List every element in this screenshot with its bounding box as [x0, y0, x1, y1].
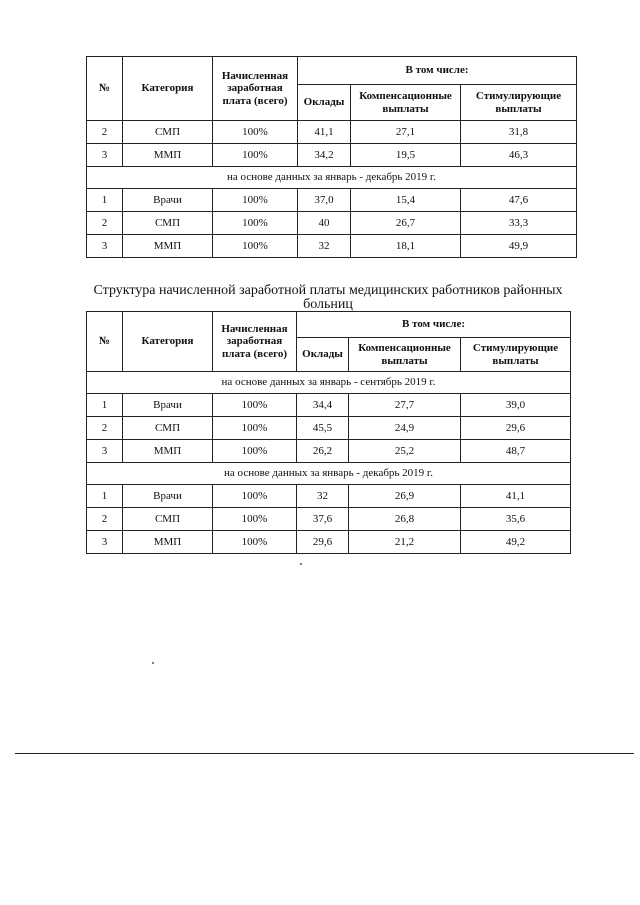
row-salary: 37,0 — [298, 189, 351, 212]
table2-rows-top — [87, 394, 571, 463]
row-total: 100% — [213, 394, 297, 417]
row-salary: 34,4 — [297, 394, 349, 417]
row-category: СМП — [123, 212, 213, 235]
row-category: ММП — [123, 144, 213, 167]
row-total: 100% — [213, 440, 297, 463]
header-salary: Оклады — [297, 338, 349, 372]
section-label: на основе данных за январь - декабрь 2019 г. — [87, 463, 571, 485]
row-stimulating: 39,0 — [461, 394, 571, 417]
table-row — [87, 485, 571, 508]
row-salary: 29,6 — [297, 531, 349, 554]
row-number: 3 — [87, 144, 123, 167]
row-stimulating: 47,6 — [461, 189, 577, 212]
table-row — [87, 440, 571, 463]
row-category: СМП — [123, 417, 213, 440]
row-stimulating: 35,6 — [461, 508, 571, 531]
table-row — [87, 531, 571, 554]
row-total: 100% — [213, 235, 298, 258]
row-number: 1 — [87, 485, 123, 508]
table-salary-structure-1 — [86, 56, 577, 258]
row-total: 100% — [213, 508, 297, 531]
section-label: на основе данных за январь - сентябрь 2019 г. — [87, 372, 571, 394]
row-total: 100% — [213, 531, 297, 554]
row-compensation: 27,1 — [351, 121, 461, 144]
row-compensation: 24,9 — [349, 417, 461, 440]
header-total: Начисленная заработная плата (всего) — [213, 312, 297, 372]
header-including: В том числе: — [297, 312, 571, 338]
row-category: Врачи — [123, 189, 213, 212]
row-number: 2 — [87, 212, 123, 235]
row-number: 1 — [87, 189, 123, 212]
table-row — [87, 121, 577, 144]
row-stimulating: 49,2 — [461, 531, 571, 554]
row-compensation: 26,9 — [349, 485, 461, 508]
header-compensation: Компенсационные выплаты — [351, 85, 461, 121]
row-category: СМП — [123, 508, 213, 531]
row-salary: 32 — [297, 485, 349, 508]
header-salary: Оклады — [298, 85, 351, 121]
header-number: № — [87, 57, 123, 121]
row-compensation: 15,4 — [351, 189, 461, 212]
row-number: 3 — [87, 531, 123, 554]
row-stimulating: 48,7 — [461, 440, 571, 463]
row-number: 3 — [87, 235, 123, 258]
scan-speck — [300, 563, 302, 565]
row-number: 2 — [87, 417, 123, 440]
row-number: 3 — [87, 440, 123, 463]
header-stimulating: Стимулирующие выплаты — [461, 85, 577, 121]
row-total: 100% — [213, 144, 298, 167]
row-salary: 37,6 — [297, 508, 349, 531]
row-stimulating: 29,6 — [461, 417, 571, 440]
row-compensation: 21,2 — [349, 531, 461, 554]
header-including: В том числе: — [298, 57, 577, 85]
section-label: на основе данных за январь - декабрь 2019 г. — [87, 167, 577, 189]
header-category: Категория — [123, 57, 213, 121]
row-total: 100% — [213, 121, 298, 144]
row-salary: 41,1 — [298, 121, 351, 144]
row-compensation: 26,8 — [349, 508, 461, 531]
table2-rows-bottom — [87, 485, 571, 554]
row-category: Врачи — [123, 485, 213, 508]
row-number: 2 — [87, 508, 123, 531]
table-row — [87, 212, 577, 235]
table-row — [87, 144, 577, 167]
row-salary: 45,5 — [297, 417, 349, 440]
table-row — [87, 417, 571, 440]
row-stimulating: 31,8 — [461, 121, 577, 144]
table1-rows-top — [87, 121, 577, 167]
row-category: СМП — [123, 121, 213, 144]
table-salary-structure-district — [86, 311, 571, 554]
row-number: 2 — [87, 121, 123, 144]
table-row — [87, 508, 571, 531]
table-row — [87, 394, 571, 417]
header-category: Категория — [123, 312, 213, 372]
row-total: 100% — [213, 212, 298, 235]
table-caption: Структура начисленной заработной платы медицинских работников районных больниц — [93, 283, 563, 312]
scan-speck — [152, 662, 154, 664]
row-category: Врачи — [123, 394, 213, 417]
table-row — [87, 189, 577, 212]
row-compensation: 25,2 — [349, 440, 461, 463]
row-stimulating: 46,3 — [461, 144, 577, 167]
row-category: ММП — [123, 235, 213, 258]
row-compensation: 19,5 — [351, 144, 461, 167]
row-compensation: 27,7 — [349, 394, 461, 417]
row-salary: 40 — [298, 212, 351, 235]
row-compensation: 18,1 — [351, 235, 461, 258]
row-number: 1 — [87, 394, 123, 417]
table1-rows-bottom — [87, 189, 577, 258]
row-total: 100% — [213, 485, 297, 508]
header-total: Начисленная заработная плата (всего) — [213, 57, 298, 121]
row-stimulating: 49,9 — [461, 235, 577, 258]
row-stimulating: 41,1 — [461, 485, 571, 508]
row-total: 100% — [213, 189, 298, 212]
row-category: ММП — [123, 440, 213, 463]
row-compensation: 26,7 — [351, 212, 461, 235]
row-salary: 34,2 — [298, 144, 351, 167]
header-stimulating: Стимулирующие выплаты — [461, 338, 571, 372]
row-salary: 26,2 — [297, 440, 349, 463]
header-compensation: Компенсационные выплаты — [349, 338, 461, 372]
header-number: № — [87, 312, 123, 372]
page-rule — [15, 753, 634, 754]
row-stimulating: 33,3 — [461, 212, 577, 235]
row-total: 100% — [213, 417, 297, 440]
table-row — [87, 235, 577, 258]
row-salary: 32 — [298, 235, 351, 258]
row-category: ММП — [123, 531, 213, 554]
